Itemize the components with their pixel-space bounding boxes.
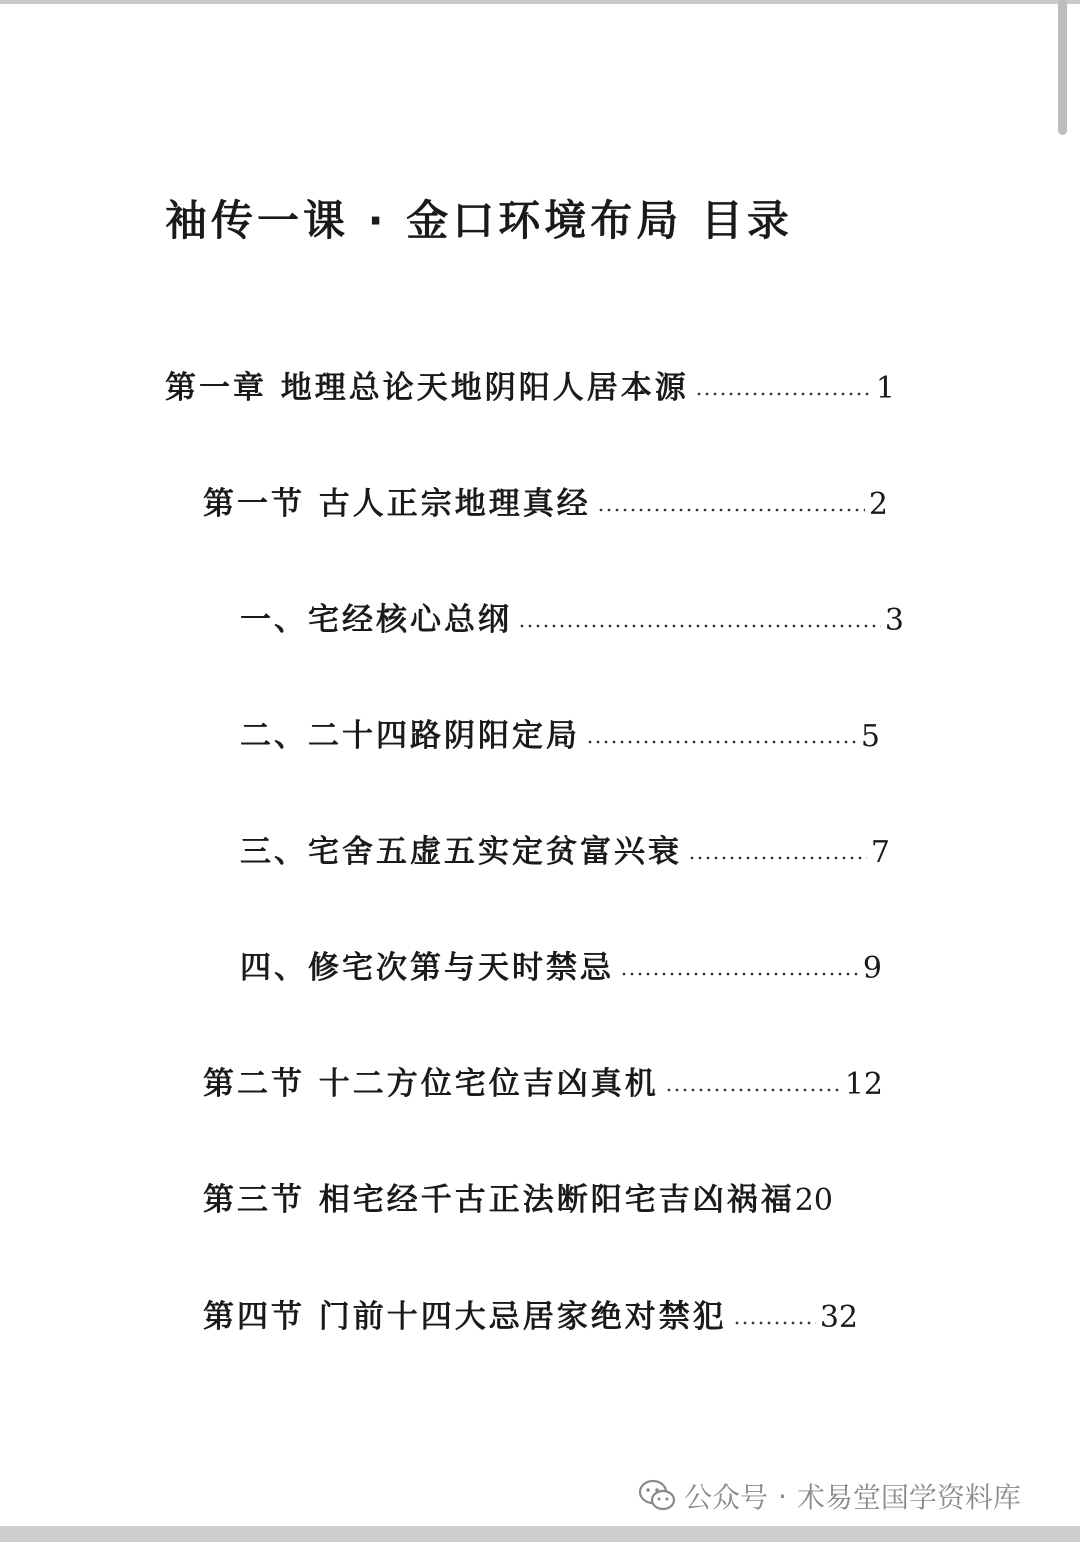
toc-entry-section-2[interactable] [203,1064,883,1104]
page-title: 袖传一课 · 金口环境布局 目录 [165,196,793,245]
toc-entry-label: 第一章 地理总论天地阴阳人居本源 [165,370,689,406]
watermark-separator: · [778,1479,787,1513]
toc-entry-item-2[interactable] [240,716,880,756]
watermark-prefix: 公众号 [684,1481,769,1514]
toc-page-number: 32 [819,1300,858,1335]
toc-entry-label: 第四节 门前十四大忌居家绝对禁犯 [203,1299,727,1335]
toc-entry-item-4[interactable] [240,948,882,988]
toc-dot-leader [665,1088,841,1092]
toc-page-number: 12 [844,1067,883,1102]
toc-page-number: 5 [860,719,880,754]
toc-entry-label: 二、二十四路阴阳定局 [240,718,580,754]
wechat-icon [638,1479,676,1513]
toc-entry-label: 一、宅经核心总纲 [240,602,512,638]
scrollbar-thumb[interactable] [1058,0,1067,135]
toc-page-number: 1 [875,371,895,406]
toc-entry-section-3[interactable] [203,1180,873,1220]
toc-entry-label: 三、宅舍五虚五实定贫富兴衰 [240,834,682,870]
toc-dot-leader [733,1321,816,1325]
toc-dot-leader [597,508,865,512]
toc-dot-leader [518,624,881,628]
watermark-account: 术易堂国学资料库 [796,1481,1021,1514]
toc-entry-section-4[interactable] [203,1297,858,1337]
toc-dot-leader [688,856,867,860]
toc-page-number: 9 [862,951,882,986]
toc-dot-leader [695,392,872,396]
toc-dot-leader [620,972,859,976]
toc-entry-label: 第二节 十二方位宅位吉凶真机 [203,1066,659,1102]
toc-dot-leader [586,740,857,744]
toc-page-number: 3 [884,603,904,638]
toc-page-number: 20 [794,1183,833,1218]
watermark [638,1476,1021,1516]
toc-entry-label: 第三节 相宅经千古正法断阳宅吉凶祸福 [203,1182,795,1218]
toc-entry-item-1[interactable] [240,600,904,640]
toc-entry-chapter-1[interactable] [165,368,895,408]
toc-page-number: 7 [870,835,890,870]
toc-entry-section-1[interactable] [203,484,888,524]
toc-entry-item-3[interactable] [240,832,890,872]
toc-entry-label: 四、修宅次第与天时禁忌 [240,950,614,986]
top-border [0,0,1080,4]
toc-page-number: 2 [868,487,888,522]
toc-entry-label: 第一节 古人正宗地理真经 [203,486,591,522]
bottom-border [0,1526,1080,1542]
